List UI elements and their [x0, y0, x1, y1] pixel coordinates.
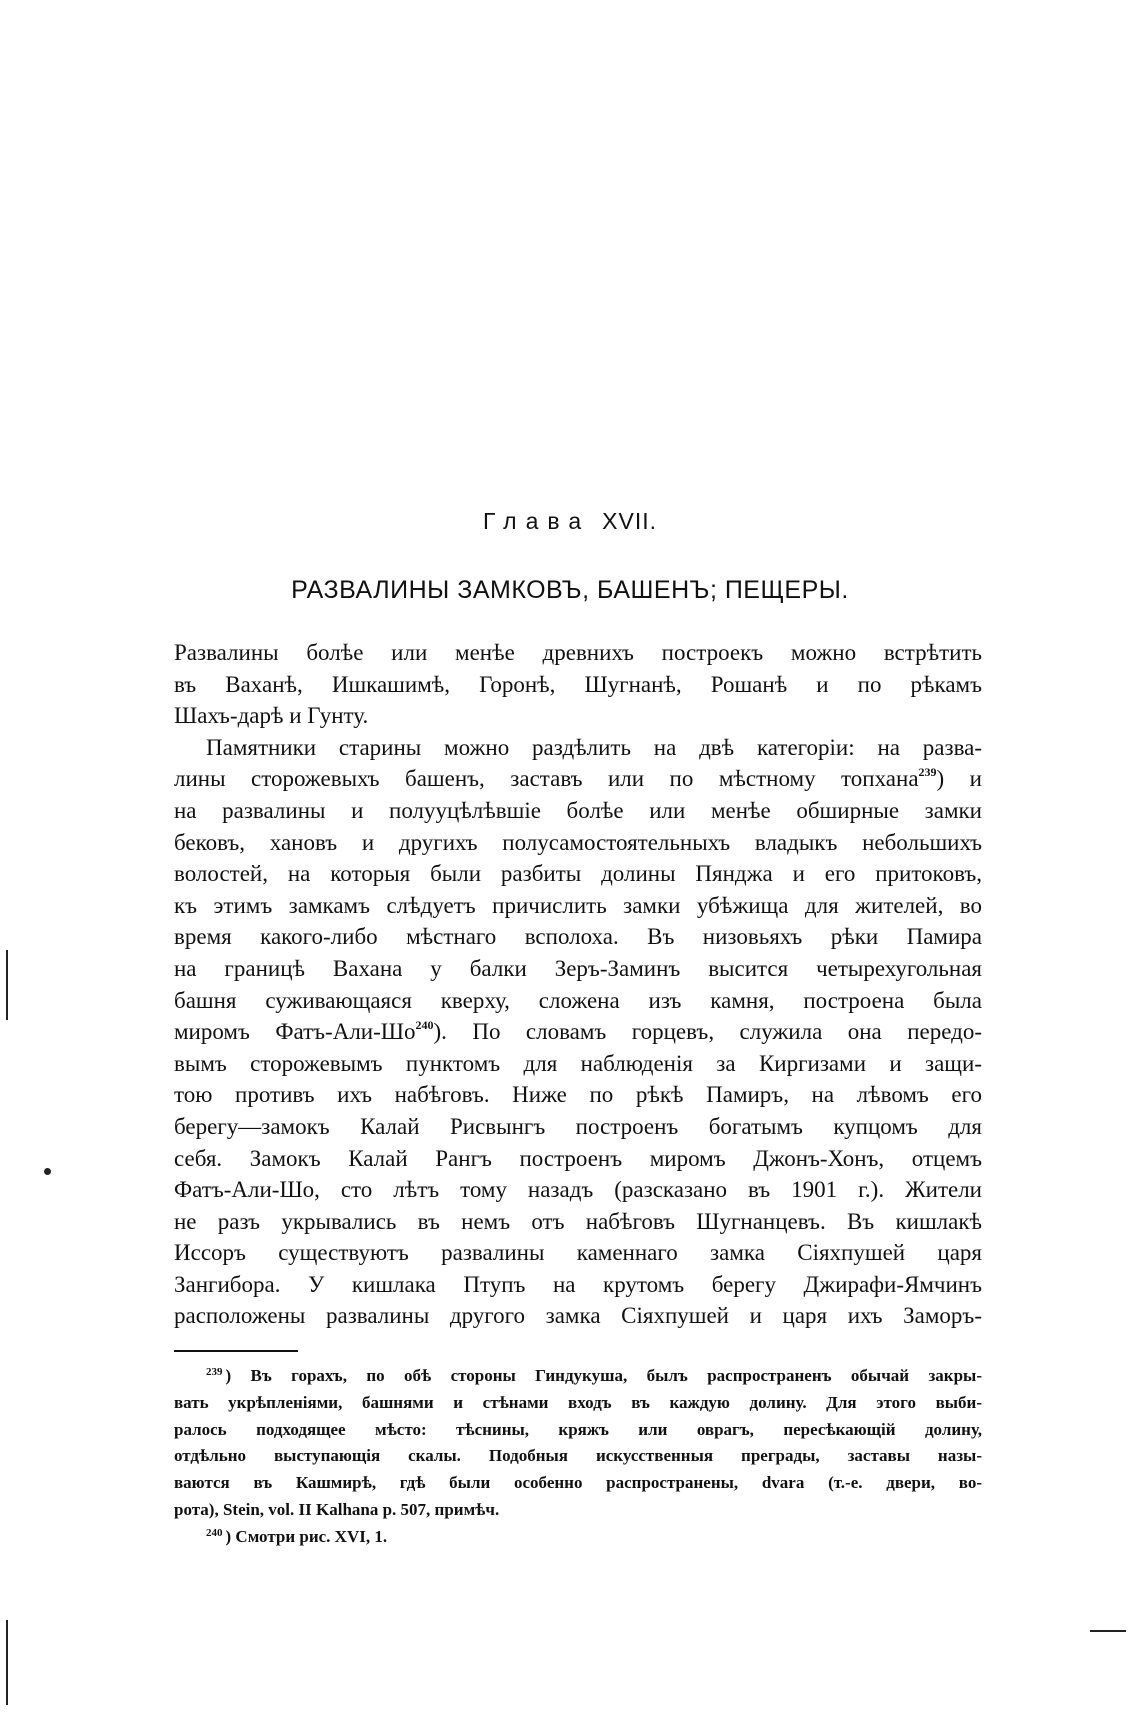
footnote-line: рота), Stein, vol. II Kalhana p. 507, примѣч. [174, 1499, 500, 1519]
text-line: расположены развалины другого замка Сіяхпушей и царя ихъ Заморъ- [174, 1303, 982, 1329]
chapter-number: XVII. [602, 508, 657, 534]
text-line: вымъ сторожевымъ пунктомъ для наблюденія за Киргизами и защи- [174, 1050, 982, 1076]
text-fragment: ) Въ горахъ, по обѣ стороны Гиндукуша, былъ распространенъ обычай закры- [225, 1366, 982, 1385]
text-line: волостей, на которыя были разбиты долины Пянджа и его притоковъ, [174, 861, 982, 887]
text-fragment: ) Смотри рис. XVI, 1. [225, 1526, 388, 1546]
footnote-divider [174, 1350, 298, 1352]
text-line: бековъ, хановъ и другихъ полусамостоятельныхъ владыкъ небольшихъ [174, 829, 982, 855]
footnote-marker: 239 [206, 1366, 223, 1378]
text-line [174, 1016, 982, 1048]
body-text [174, 637, 982, 1332]
text-line: на развалины и полууцѣлѣвшіе болѣе или менѣе обширные замки [174, 797, 982, 823]
footnote-ref: 240 [415, 1018, 434, 1033]
chapter-title: РАЗВАЛИНЫ ЗАМКОВЪ, БАШЕНЪ; ПЕЩЕРЫ. [291, 576, 849, 604]
text-line: себя. Замокъ Калай Рангъ построенъ миромъ Джонъ-Хонъ, отцемъ [174, 1145, 982, 1171]
footnote-line: ралось подходящее мѣсто: тѣснины, кряжъ или оврагъ, пересѣкающій долину, [174, 1419, 982, 1439]
text-line: башня суживающаяся кверху, сложена изъ камня, построена была [174, 987, 982, 1013]
text-line: Иссоръ существуютъ развалины каменнаго замка Сіяхпушей царя [174, 1240, 982, 1266]
footnotes [174, 1363, 982, 1551]
text-fragment: ) и [936, 766, 982, 792]
footnote-line [174, 1524, 982, 1551]
text-line: Шахъ-дарѣ и Гунту. [174, 703, 369, 729]
text-fragment: миромъ Фатъ-Али-Шо [174, 1019, 416, 1045]
margin-dash [1090, 1630, 1126, 1632]
text-line: не разъ укрывались въ немъ отъ набѣговъ Шугнанцевъ. Въ кишлакѣ [174, 1208, 982, 1234]
text-line: на границѣ Вахана у балки Зеръ-Заминъ высится четырехугольная [174, 955, 982, 981]
text-line: берегу—замокъ Калай Рисвынгъ построенъ богатымъ купцомъ для [174, 1113, 982, 1139]
footnote-ref: 239 [918, 765, 937, 780]
text-fragment: ). По словамъ горцевъ, служила она передо- [433, 1019, 982, 1045]
text-line: Зангибора. У кишлака Птупъ на крутомъ берегу Джирафи-Ямчинъ [174, 1271, 982, 1297]
margin-dot [44, 1168, 51, 1175]
text-line: въ Ваханѣ, Ишкашимѣ, Горонѣ, Шугнанѣ, Рошанѣ и по рѣкамъ [174, 671, 982, 697]
text-line: Памятники старины можно раздѣлить на двѣ категоріи: на разва- [206, 734, 982, 760]
footnote-marker: 240 [206, 1526, 223, 1539]
text-line [174, 763, 982, 795]
text-line: Развалины болѣе или менѣе древнихъ построекъ можно встрѣтить [174, 640, 982, 665]
footnote-line [174, 1363, 982, 1390]
footnote-line: отдѣльно выступающія скалы. Подобныя искусственныя преграды, заставы назы- [174, 1446, 982, 1466]
margin-line [6, 950, 8, 1020]
margin-line [6, 1620, 8, 1705]
text-line: къ этимъ замкамъ слѣдуетъ причислить замки убѣжища для жителей, во [174, 892, 982, 918]
chapter-heading [0, 508, 1140, 535]
text-line: тою противъ ихъ набѣговъ. Ниже по рѣкѣ Памиръ, на лѣвомъ его [174, 1082, 982, 1108]
chapter-word: Глава [483, 508, 591, 534]
footnote-line: вать укрѣпленіями, башнями и стѣнами входъ въ каждую долину. Для этого выби- [174, 1392, 982, 1412]
text-fragment: лины сторожевыхъ башенъ, заставъ или по мѣстному топхана [174, 766, 919, 792]
text-line: Фатъ-Али-Шо, сто лѣтъ тому назадъ (разсказано въ 1901 г.). Жители [174, 1177, 982, 1203]
footnote-line: ваются въ Кашмирѣ, гдѣ были особенно распространены, dvara (т.-е. двери, во- [174, 1473, 982, 1493]
text-line: время какого-либо мѣстнаго всполоха. Въ низовьяхъ рѣки Памира [174, 924, 982, 950]
